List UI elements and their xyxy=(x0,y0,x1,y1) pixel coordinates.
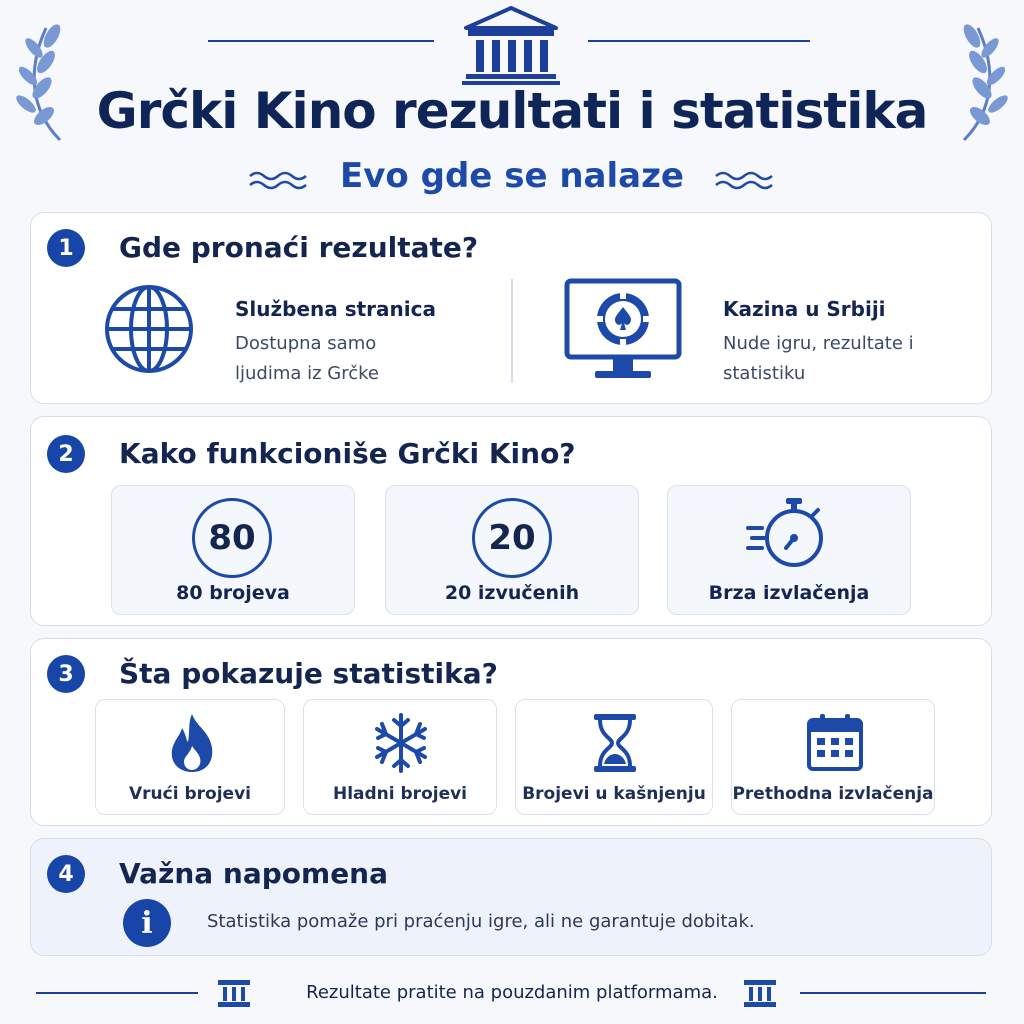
note-text: Statistika pomaže pri praćenju igre, ali ne garantuje dobitak. xyxy=(207,911,755,932)
feature-label: 20 izvučenih xyxy=(444,582,580,604)
section-number: 4 xyxy=(47,855,85,893)
stat-label: Prethodna izvlačenja xyxy=(732,784,934,804)
stat-label: Hladni brojevi xyxy=(332,784,468,804)
header-rule-left xyxy=(208,40,434,42)
wave-right-icon xyxy=(714,168,776,192)
stat-cold-numbers xyxy=(303,699,497,815)
stat-label: Brojevi u kašnjenju xyxy=(522,784,706,804)
casinos-desc: Nude igru, rezultate i statistiku xyxy=(723,333,914,384)
section-statistics xyxy=(30,638,992,826)
official-site-desc: Dostupna samo ljudima iz Grčke xyxy=(235,333,379,384)
hourglass-icon xyxy=(592,712,638,774)
footer-rule-right xyxy=(800,992,986,994)
section-how-it-works xyxy=(30,416,992,626)
section-number: 1 xyxy=(47,229,85,267)
official-site-label: Službena stranica xyxy=(235,297,436,321)
footer-text: Rezultate pratite na pouzdanim platformama. xyxy=(306,982,718,1003)
globe-icon xyxy=(103,283,195,375)
feature-80-numbers xyxy=(111,485,355,615)
section-divider xyxy=(511,279,513,383)
number-badge: 20 xyxy=(472,498,552,578)
section-number: 3 xyxy=(47,655,85,693)
calendar-icon xyxy=(806,712,864,772)
snowflake-icon xyxy=(370,712,432,774)
section-title: Gde pronaći rezultate? xyxy=(119,231,479,264)
number-badge: 80 xyxy=(192,498,272,578)
stat-previous-draws xyxy=(731,699,935,815)
section-title: Šta pokazuje statistika? xyxy=(119,657,498,690)
page-title: Grčki Kino rezultati i statistika xyxy=(96,82,928,140)
section-title: Kako funkcioniše Grčki Kino? xyxy=(119,437,576,470)
section-title: Važna napomena xyxy=(119,857,389,890)
column-icon-right xyxy=(742,978,778,1008)
stat-label: Vrući brojevi xyxy=(129,784,251,804)
header-rule-right xyxy=(588,40,810,42)
feature-label: 80 brojeva xyxy=(176,582,290,604)
feature-fast-draws xyxy=(667,485,911,615)
stat-hot-numbers xyxy=(95,699,285,815)
section-where-to-find xyxy=(30,212,992,404)
feature-label: Brza izvlačenja xyxy=(708,582,870,604)
section-important-note xyxy=(30,838,992,956)
stopwatch-icon xyxy=(744,494,830,574)
temple-icon xyxy=(458,6,564,86)
feature-20-drawn xyxy=(385,485,639,615)
section-number: 2 xyxy=(47,435,85,473)
flame-icon xyxy=(166,712,218,774)
monitor-casino-chip-icon xyxy=(563,277,683,383)
page-subtitle: Evo gde se nalaze xyxy=(340,156,684,196)
stat-delayed-numbers xyxy=(515,699,713,815)
info-icon: i xyxy=(123,899,171,947)
casinos-label: Kazina u Srbiji xyxy=(723,297,886,321)
